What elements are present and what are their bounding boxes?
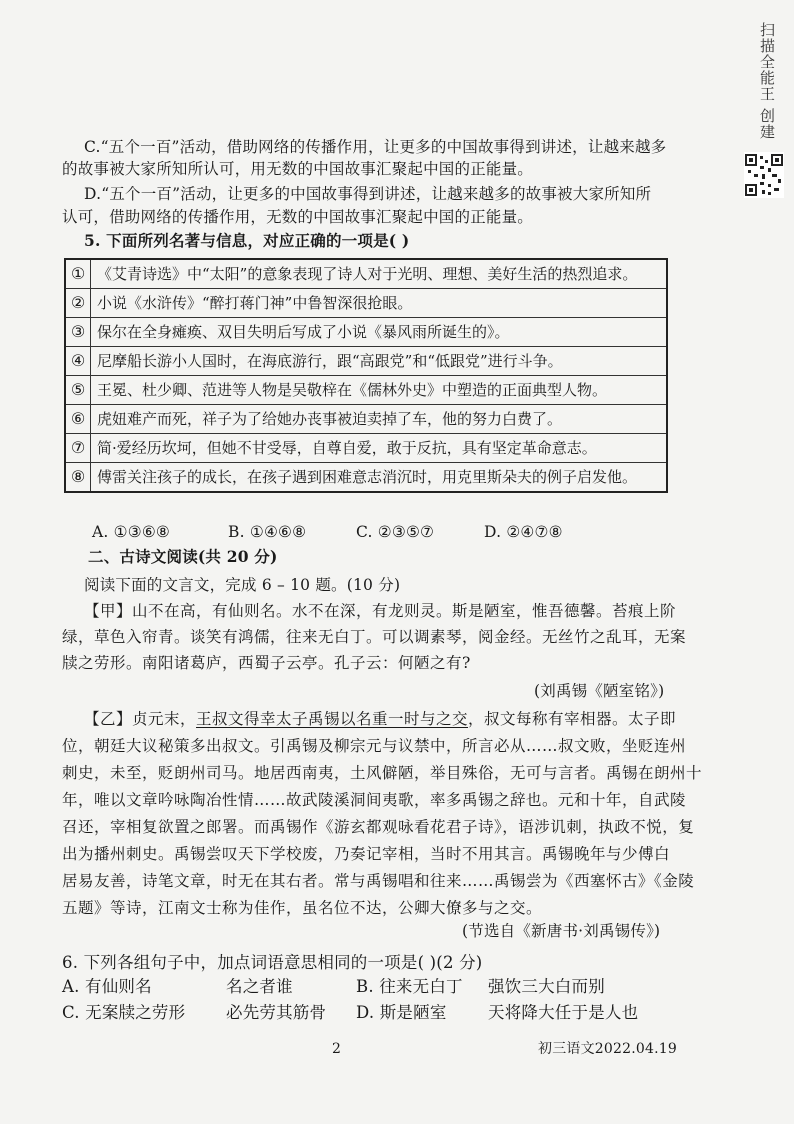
option-d-line2: 认可，借助网络的传播作用，无数的中国故事汇聚起中国的正能量。 [62,208,534,226]
q6-title: 6. 下列各组句子中，加点词语意思相同的一项是( )(2 分) [62,953,483,972]
watermark-text: 扫描全能王 创建 [758,22,776,140]
q6-option-a2: 名之者谁 [226,977,293,996]
yi-line3: 刺史，未至，贬朗州司马。地居西南夷，土风僻陋，举目殊俗，无可与言者。禹锡在朗州十 [62,764,703,782]
yi-source: (节选自《新唐书·刘禹锡传》) [462,922,661,940]
option-c-line1: C.“五个一百”活动，借助网络的传播作用，让更多的中国故事得到讲述，让越来越多 [84,138,667,156]
q6-option-d2: 天将降大任于是人也 [488,1003,639,1022]
row-text: 保尔在全身瘫痪、双目失明后写成了小说《暴风雨所诞生的》。 [91,318,668,347]
q6-option-b1: B. 往来无白丁 [356,977,463,996]
row-number: ③ [65,318,91,347]
option-d-line1: D.“五个一百”活动，让更多的中国故事得到讲述，让越来越多的故事被大家所知所 [84,185,652,203]
q6-option-c1: C. 无案牍之劳形 [62,1003,186,1022]
q5-choice-c: C. ②③⑤⑦ [356,523,435,541]
jia-source: (刘禹锡《陋室铭》) [534,682,665,700]
row-text: 《艾青诗选》中“太阳”的意象表现了诗人对于光明、理想、美好生活的热烈追求。 [91,259,668,289]
jia-line1: 【甲】山不在高，有仙则名。水不在深，有龙则灵。斯是陋室，惟吾德馨。苔痕上阶 [84,602,677,620]
row-number: ⑧ [65,463,91,493]
row-text: 虎妞难产而死，祥子为了给她办丧事被迫卖掉了车，他的努力白费了。 [91,405,668,434]
yi-line1-pre: 【乙】贞元末， [84,710,197,728]
jia-line3: 牍之劳形。南阳诸葛庐，西蜀子云亭。孔子云：何陋之有? [62,654,471,672]
section2-heading: 二、古诗文阅读(共 20 分) [88,547,278,566]
row-text: 王冕、杜少卿、范进等人物是吴敬梓在《儒林外史》中塑造的正面典型人物。 [91,376,668,405]
table-row [65,259,667,289]
section2-instruction: 阅读下面的文言文，完成 6 – 10 题。(10 分) [84,576,401,594]
q5-choice-a: A. ①③⑥⑧ [92,523,171,541]
yi-line1-post: ，叔文每称有宰相器。太子即 [468,710,677,728]
table-row [65,376,667,405]
yi-line4: 年，唯以文章吟咏陶冶性情……故武陵溪洞间夷歌，率多禹锡之辞也。元和十年，自武陵 [62,791,687,809]
row-text: 简·爱经历坎坷，但她不甘受辱，自尊自爱，敢于反抗，具有坚定革命意志。 [91,434,668,463]
table-row [65,405,667,434]
row-number: ① [65,259,91,289]
table-row [65,434,667,463]
yi-line8: 五题》等诗，江南文士称为佳作，虽名位不达，公卿大僚多与之交。 [62,899,543,917]
yi-line2: 位，朝廷大议秘策多出叔文。引禹锡及柳宗元与议禁中，所言必从……叔文败，坐贬连州 [62,737,687,755]
q6-option-d1: D. 斯是陋室 [356,1003,447,1022]
table-row [65,289,667,318]
q6-option-c2: 必先劳其筋骨 [226,1003,327,1022]
qr-code-icon [744,152,784,198]
jia-line2: 绿，草色入帘青。谈笑有鸿儒，往来无白丁。可以调素琴，阅金经。无丝竹之乱耳，无案 [62,628,687,646]
footer-label: 初三语文2022.04.19 [538,1041,677,1057]
yi-line5: 召还，宰相复欲置之郎署。而禹锡作《游玄都观咏看花君子诗》，语涉讥刺，执政不悦，复 [62,818,695,836]
q5-choice-b: B. ①④⑥⑧ [228,523,307,541]
row-text: 小说《水浒传》“醉打蒋门神”中鲁智深很抢眼。 [91,289,668,318]
row-text: 尼摩船长游小人国时，在海底游行，跟“高跟党”和“低跟党”进行斗争。 [91,347,668,376]
q5-title: 5. 下面所列名著与信息，对应正确的一项是( ) [84,231,410,250]
row-number: ④ [65,347,91,376]
table-row [65,463,667,493]
row-number: ② [65,289,91,318]
q5-choice-d: D. ②④⑦⑧ [484,523,563,541]
row-text: 傅雷关注孩子的成长，在孩子遇到困难意志消沉时，用克里斯朵夫的例子启发他。 [91,463,668,493]
yi-underlined-sentence: 王叔文得幸太子禹锡以名重一时与之交 [196,710,469,728]
row-number: ⑥ [65,405,91,434]
yi-line6: 出为播州刺史。禹锡尝叹天下学校废，乃奏记宰相，当时不用其言。禹锡晚年与少傅白 [62,845,671,863]
q6-option-a1: A. 有仙则名 [62,977,152,996]
option-c-line2: 的故事被大家所知所认可，用无数的中国故事汇聚起中国的正能量。 [62,160,534,178]
yi-line1 [84,708,676,730]
q6-option-b2: 强饮三大白而别 [488,977,605,996]
table-row [65,318,667,347]
yi-line7: 居易友善，诗笔文章，时无在其右者。常与禹锡唱和往来……禹锡尝为《西塞怀古》《金陵 [62,872,695,890]
row-number: ⑤ [65,376,91,405]
table-row [65,347,667,376]
q5-info-table [64,258,668,493]
row-number: ⑦ [65,434,91,463]
page-number: 2 [332,1041,342,1057]
